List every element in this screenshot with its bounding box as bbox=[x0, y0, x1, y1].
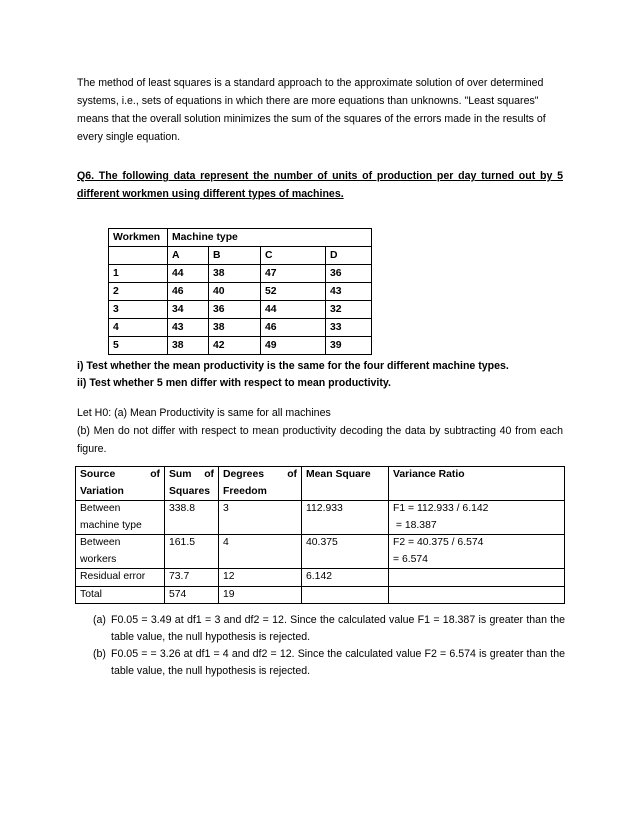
hypothesis-b: (b) Men do not differ with respect to mean productivity decoding the data by subtracting 40 from each figure. bbox=[77, 425, 563, 455]
header-text: Degrees bbox=[223, 469, 265, 480]
source-cell bbox=[76, 535, 165, 569]
workman-id: 1 bbox=[109, 265, 168, 283]
table-row bbox=[76, 586, 565, 604]
table-subheader-row bbox=[109, 247, 372, 265]
header-mean-square: Mean Square bbox=[302, 467, 389, 501]
df-cell: 12 bbox=[219, 569, 302, 587]
header-text: Sum bbox=[169, 469, 192, 480]
workman-id: 5 bbox=[109, 337, 168, 355]
table-cell: 47 bbox=[261, 265, 326, 283]
table-row bbox=[76, 535, 565, 569]
table-cell: 34 bbox=[168, 301, 209, 319]
anova-header-row bbox=[76, 467, 565, 501]
df-cell: 19 bbox=[219, 586, 302, 604]
vr-cell bbox=[389, 501, 565, 535]
header-text: of bbox=[287, 469, 297, 480]
cell-text: F1 = 112.933 / 6.142 bbox=[393, 503, 489, 514]
header-text: Squares bbox=[169, 485, 211, 497]
empty-cell bbox=[109, 247, 168, 265]
machine-a: A bbox=[168, 247, 209, 265]
anova-table bbox=[75, 466, 565, 604]
table-cell: 44 bbox=[261, 301, 326, 319]
header-text: of bbox=[150, 469, 160, 480]
table-cell: 43 bbox=[168, 319, 209, 337]
table-cell: 46 bbox=[168, 283, 209, 301]
header-text: Source bbox=[80, 469, 116, 480]
source-cell bbox=[76, 501, 165, 535]
header-sum-squares bbox=[165, 467, 219, 501]
table-cell: 38 bbox=[168, 337, 209, 355]
table-row bbox=[109, 337, 372, 355]
source-cell: Residual error bbox=[76, 569, 165, 587]
machine-c: C bbox=[261, 247, 326, 265]
table-header-row bbox=[109, 229, 372, 247]
table-row bbox=[109, 301, 372, 319]
list-item bbox=[93, 612, 565, 646]
table-cell: 38 bbox=[209, 265, 261, 283]
ss-cell: 161.5 bbox=[165, 535, 219, 569]
workman-id: 2 bbox=[109, 283, 168, 301]
table-cell: 40 bbox=[209, 283, 261, 301]
cell-text: Between bbox=[80, 537, 121, 548]
table-row bbox=[76, 501, 565, 535]
table-cell: 39 bbox=[326, 337, 372, 355]
list-text: F0.05 = 3.49 at df1 = 3 and df2 = 12. Since the calculated value F1 = 18.387 is greater than the table value, the null hypothesis is rejected. bbox=[111, 614, 565, 643]
table-cell: 46 bbox=[261, 319, 326, 337]
table-cell: 36 bbox=[326, 265, 372, 283]
list-label: (a) bbox=[93, 614, 106, 626]
table-cell: 44 bbox=[168, 265, 209, 283]
task-list bbox=[77, 358, 577, 392]
cell-text: workers bbox=[80, 553, 117, 565]
table-row bbox=[76, 569, 565, 587]
table-cell: 43 bbox=[326, 283, 372, 301]
cell-text: = 6.574 bbox=[393, 553, 428, 565]
table-row bbox=[109, 283, 372, 301]
machine-b: B bbox=[209, 247, 261, 265]
table-cell: 52 bbox=[261, 283, 326, 301]
question-heading: Q6. The following data represent the number of units of production per day turned out by 5 different workmen using different types of machines. bbox=[77, 170, 563, 200]
ss-cell: 73.7 bbox=[165, 569, 219, 587]
ms-cell: 112.933 bbox=[302, 501, 389, 535]
vr-cell bbox=[389, 586, 565, 604]
task-item: i) Test whether the mean productivity is the same for the four different machine types. bbox=[77, 360, 509, 372]
production-table bbox=[108, 228, 372, 355]
source-cell: Total bbox=[76, 586, 165, 604]
task-item: ii) Test whether 5 men differ with respect to mean productivity. bbox=[77, 377, 391, 389]
ss-cell: 574 bbox=[165, 586, 219, 604]
table-cell: 36 bbox=[209, 301, 261, 319]
cell-text: Between bbox=[80, 503, 121, 514]
df-cell: 3 bbox=[219, 501, 302, 535]
hypothesis-block bbox=[77, 404, 563, 458]
cell-text: = 18.387 bbox=[393, 519, 437, 531]
ms-cell: 6.142 bbox=[302, 569, 389, 587]
header-workmen: Workmen bbox=[109, 229, 168, 247]
table-cell: 38 bbox=[209, 319, 261, 337]
cell-text: F2 = 40.375 / 6.574 bbox=[393, 537, 484, 548]
list-item bbox=[93, 646, 565, 680]
table-cell: 49 bbox=[261, 337, 326, 355]
ss-cell: 338.8 bbox=[165, 501, 219, 535]
header-text: Variation bbox=[80, 485, 124, 497]
table-cell: 32 bbox=[326, 301, 372, 319]
table-row bbox=[109, 265, 372, 283]
header-machine-type: Machine type bbox=[168, 229, 372, 247]
ms-cell bbox=[302, 586, 389, 604]
vr-cell bbox=[389, 535, 565, 569]
table-cell: 33 bbox=[326, 319, 372, 337]
workman-id: 3 bbox=[109, 301, 168, 319]
header-source bbox=[76, 467, 165, 501]
hypothesis-a: Let H0: (a) Mean Productivity is same for all machines bbox=[77, 407, 331, 419]
intro-paragraph: The method of least squares is a standard approach to the approximate solution of over determined systems, i.e., sets of equations in which there are more equations than unknowns. "Least squares" means that the overall solution minimizes the sum of the squares of the errors made in the results of every single equation. bbox=[77, 77, 546, 143]
conclusions-list bbox=[93, 612, 565, 680]
table-row bbox=[109, 319, 372, 337]
cell-text: machine type bbox=[80, 519, 142, 531]
df-cell: 4 bbox=[219, 535, 302, 569]
vr-cell bbox=[389, 569, 565, 587]
ms-cell: 40.375 bbox=[302, 535, 389, 569]
table-cell: 42 bbox=[209, 337, 261, 355]
header-text: of bbox=[204, 469, 214, 480]
header-degrees-freedom bbox=[219, 467, 302, 501]
header-text: Freedom bbox=[223, 485, 267, 497]
list-text: F0.05 = = 3.26 at df1 = 4 and df2 = 12. Since the calculated value F2 = 6.574 is greater than the table value, the null hypothesis is rejected. bbox=[111, 648, 565, 677]
machine-d: D bbox=[326, 247, 372, 265]
list-label: (b) bbox=[93, 648, 106, 660]
workman-id: 4 bbox=[109, 319, 168, 337]
header-variance-ratio: Variance Ratio bbox=[389, 467, 565, 501]
